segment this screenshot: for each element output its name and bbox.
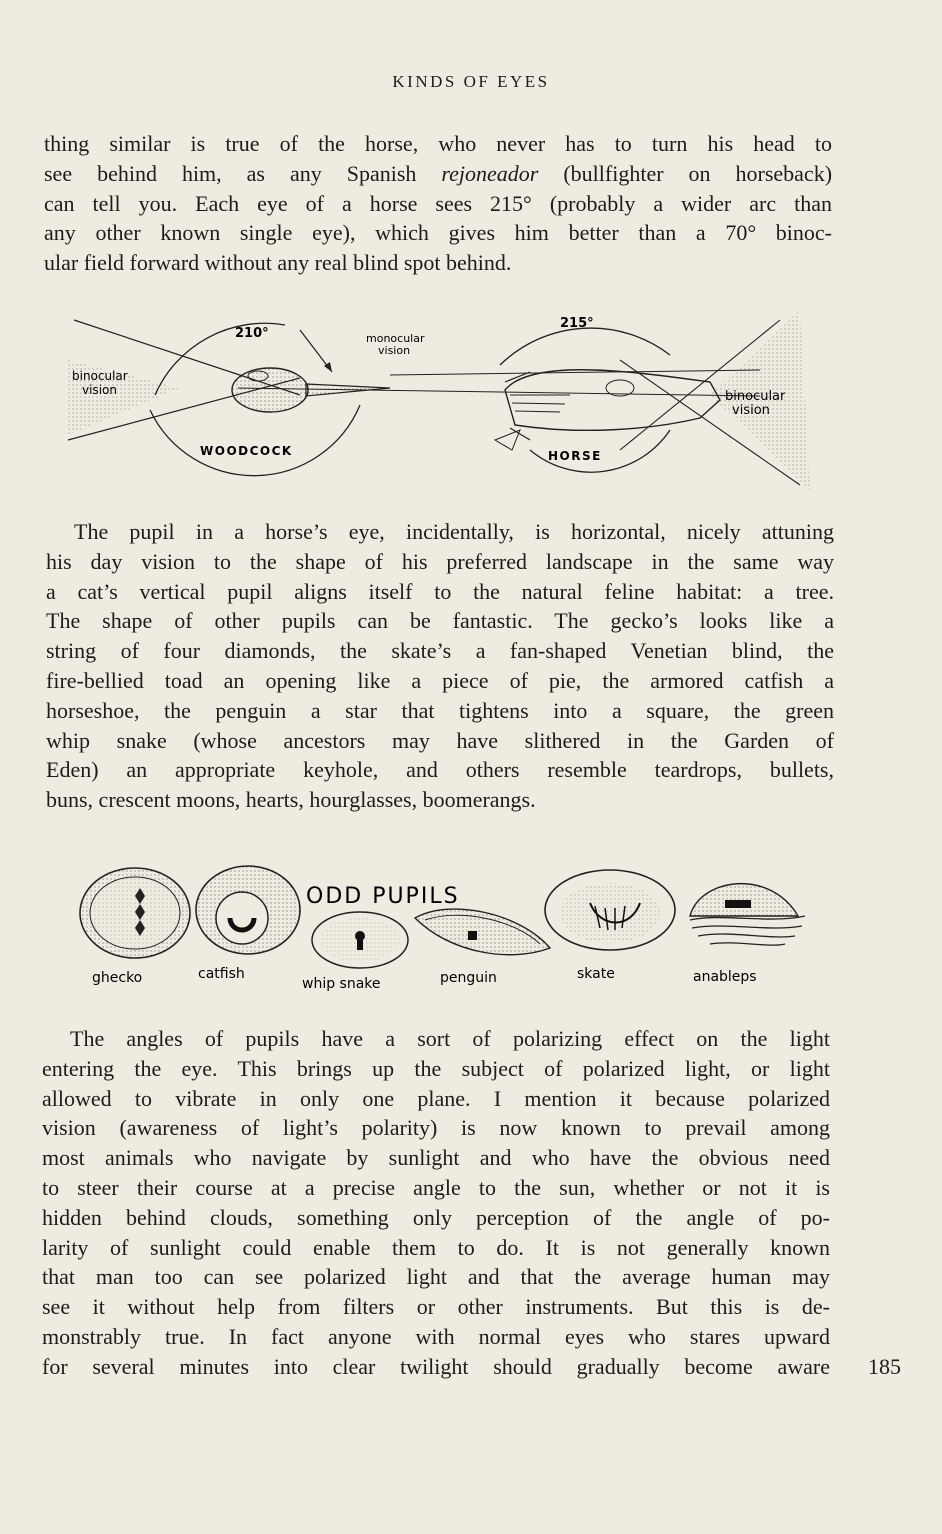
- text-line: Eden) an appropriate keyhole, and others resemble teardrops, bullets,: [46, 757, 834, 783]
- text-fragment: (bullfighter on horseback): [563, 160, 833, 186]
- paragraph-1: [44, 129, 832, 278]
- whip-snake-eye: [312, 912, 408, 968]
- label-215: 215°: [560, 316, 594, 331]
- text-line: ular field forward without any real blind spot behind.: [44, 250, 512, 276]
- label-210: 210°: [235, 326, 269, 341]
- visual-field-figure: [60, 300, 820, 500]
- label-binocular-left: binocular: [72, 369, 128, 383]
- label-ghecko: ghecko: [92, 970, 143, 986]
- odd-pupils-figure: [70, 858, 820, 998]
- paragraph-2: [46, 517, 834, 815]
- text-line: entering the eye. This brings up the subject of polarized light, or light: [42, 1055, 830, 1081]
- text-line: string of four diamonds, the skate’s a fan-shaped Venetian blind, the: [46, 638, 834, 664]
- label-binocular-right: binocular: [725, 389, 786, 404]
- text-line: to steer their course at a precise angle to the sun, whether or not it is: [42, 1174, 830, 1200]
- text-line: The shape of other pupils can be fantastic. The gecko’s looks like a: [46, 608, 834, 634]
- text-line: [44, 159, 832, 189]
- anableps-eye: [690, 884, 805, 946]
- text-line: monstrably true. In fact anyone with normal eyes who stares upward: [42, 1323, 830, 1349]
- penguin-eye: [415, 909, 550, 955]
- text-line: thing similar is true of the horse, who never has to turn his head to: [44, 131, 832, 156]
- text-line: hidden behind clouds, something only perception of the angle of po-: [42, 1204, 830, 1230]
- text-line: a cat’s vertical pupil aligns itself to the natural feline habitat: a tree.: [46, 578, 834, 604]
- text-line: vision (awareness of light’s polarity) is now known to prevail among: [42, 1115, 830, 1141]
- text-line: fire-bellied toad an opening like a piece of pie, the armored catfish a: [46, 667, 834, 693]
- label-woodcock: WOODCOCK: [200, 444, 293, 458]
- text-line: can tell you. Each eye of a horse sees 215° (probably a wider arc than: [44, 190, 832, 216]
- gecko-eye: [80, 868, 190, 958]
- label-monocular: monocular: [366, 332, 425, 345]
- label-penguin: penguin: [440, 970, 497, 986]
- woodcock-arc-bottom: [150, 405, 360, 476]
- text-line: any other known single eye), which gives him better than a 70° binoc-: [44, 220, 832, 246]
- text-line: most animals who navigate by sunlight and who have the obvious need: [42, 1145, 830, 1171]
- label-catfish: catfish: [198, 966, 245, 982]
- horse-arc-top: [500, 328, 670, 365]
- label-whip-snake: whip snake: [302, 976, 381, 992]
- running-head: KINDS OF EYES: [392, 72, 550, 91]
- paragraph-3: [42, 1024, 830, 1382]
- page-number: 185: [868, 1354, 901, 1379]
- text-line: his day vision to the shape of his preferred landscape in the same way: [46, 548, 834, 574]
- text-line: allowed to vibrate in only one plane. I mention it because polarized: [42, 1085, 830, 1111]
- text-fragment: see behind him, as any Spanish: [44, 160, 417, 186]
- text-line: that man too can see polarized light and that the average human may: [42, 1264, 830, 1290]
- text-line: larity of sunlight could enable them to do. It is not generally known: [42, 1234, 830, 1260]
- horse-head: [505, 370, 720, 440]
- text-line: The angles of pupils have a sort of polarizing effect on the light: [70, 1026, 830, 1051]
- skate-eye: [545, 870, 675, 950]
- figure-title: ODD PUPILS: [306, 884, 460, 909]
- label-vision-right: vision: [732, 403, 770, 418]
- italic-term: rejoneador: [441, 160, 539, 186]
- label-vision-left: vision: [82, 383, 117, 397]
- label-skate: skate: [577, 966, 615, 982]
- text-line: buns, crescent moons, hearts, hourglasses, boomerangs.: [46, 787, 536, 813]
- label-anableps: anableps: [693, 969, 757, 985]
- text-line: horseshoe, the penguin a star that tightens into a square, the green: [46, 697, 834, 723]
- text-line: The pupil in a horse’s eye, incidentally, is horizontal, nicely attuning: [74, 519, 834, 544]
- label-vision: vision: [378, 344, 411, 357]
- text-line: whip snake (whose ancestors may have slithered in the Garden of: [46, 727, 834, 753]
- text-line: see it without help from filters or other instruments. But this is de-: [42, 1294, 830, 1320]
- text-line: for several minutes into clear twilight should gradually become aware: [42, 1353, 830, 1379]
- catfish-eye: [196, 866, 300, 954]
- label-horse: HORSE: [548, 449, 602, 463]
